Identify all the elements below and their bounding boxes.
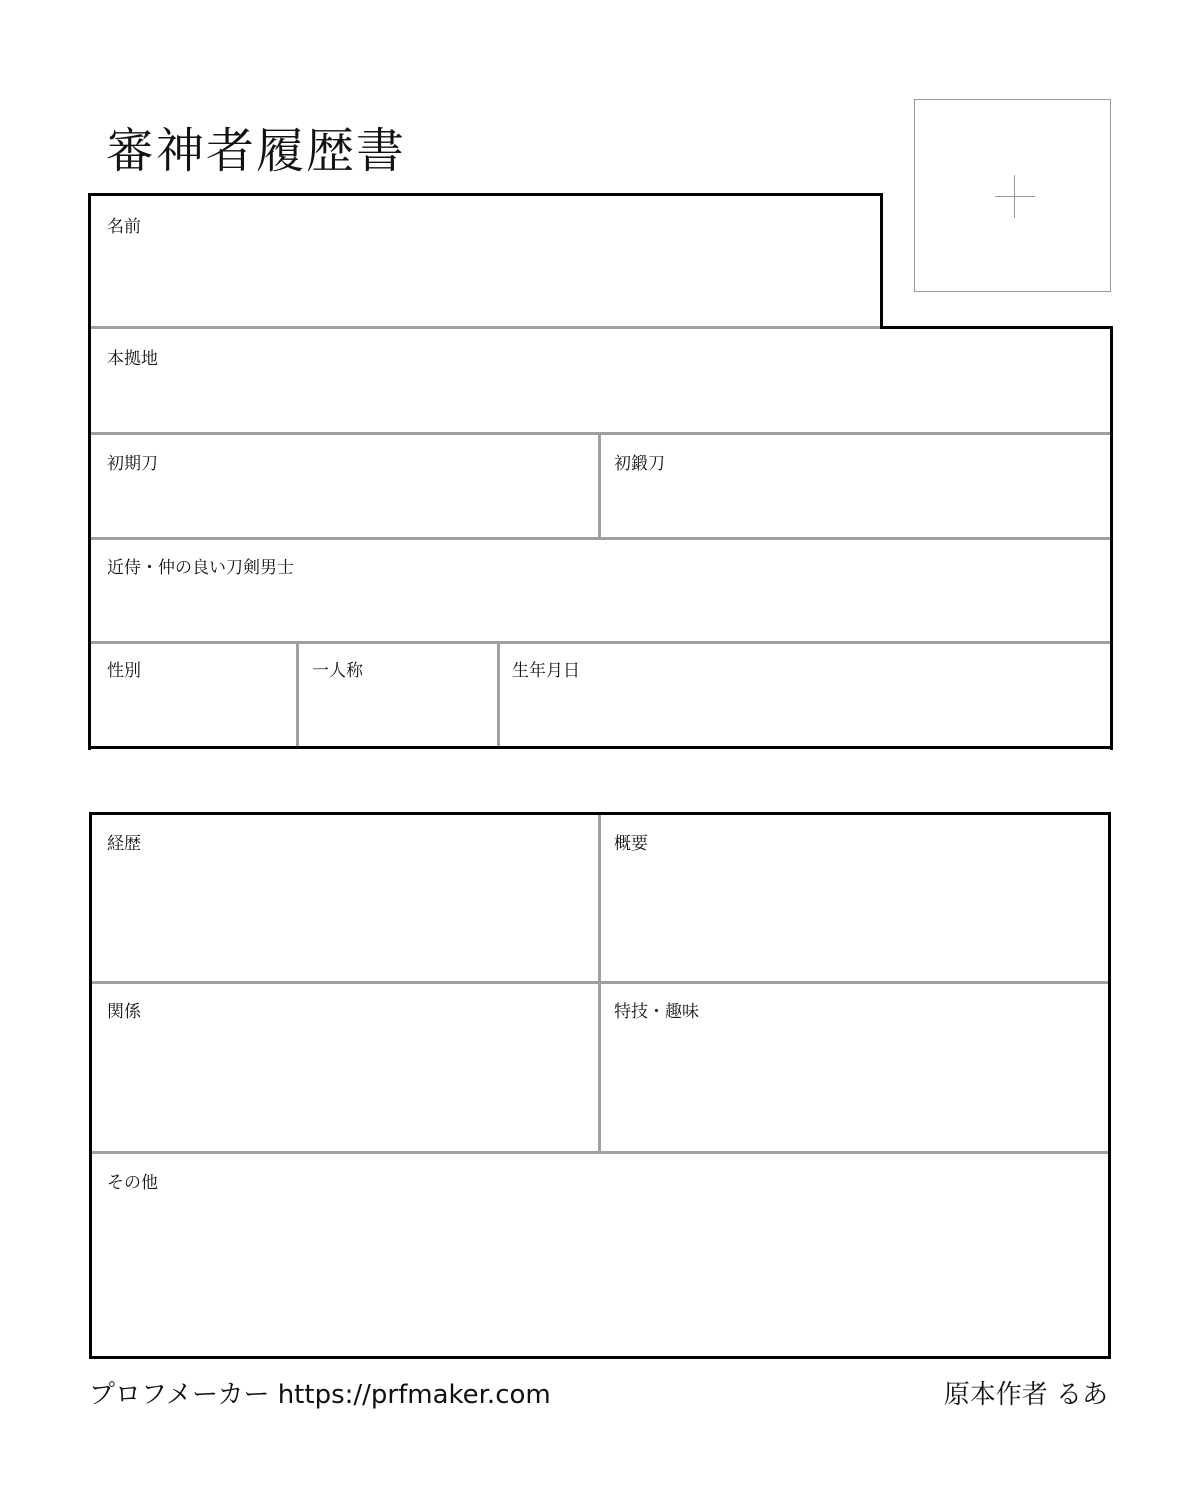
name-field[interactable]	[91, 196, 880, 326]
first-sword-label: 初期刀	[107, 454, 158, 474]
footer-credit-link[interactable]: プロフメーカー https://prfmaker.com	[89, 1380, 551, 1410]
close-swords-label: 近侍・仲の良い刀剣男士	[107, 558, 294, 578]
close-swords-field[interactable]	[91, 540, 1110, 641]
history-label: 経歴	[107, 834, 141, 854]
other-label: その他	[107, 1173, 158, 1193]
relations-field[interactable]	[92, 984, 598, 1151]
first-sword-field[interactable]	[91, 435, 598, 537]
skills-field[interactable]	[601, 984, 1108, 1151]
name-label: 名前	[107, 217, 141, 237]
pronoun-label: 一人称	[312, 661, 363, 681]
footer-author: 原本作者 るあ	[943, 1380, 1108, 1410]
gender-label: 性別	[107, 661, 141, 681]
history-field[interactable]	[92, 815, 598, 981]
gender-field[interactable]	[91, 644, 296, 746]
base-field[interactable]	[91, 329, 1110, 432]
birthday-field[interactable]	[500, 644, 1110, 746]
base-label: 本拠地	[107, 349, 158, 369]
skills-label: 特技・趣味	[614, 1002, 699, 1022]
pronoun-field[interactable]	[299, 644, 497, 746]
page-title: 審神者履歴書	[106, 123, 407, 179]
first-forged-field[interactable]	[601, 435, 1110, 537]
relations-label: 関係	[107, 1002, 141, 1022]
summary-label: 概要	[614, 834, 648, 854]
birthday-label: 生年月日	[512, 661, 580, 681]
first-forged-label: 初鍛刀	[614, 454, 665, 474]
other-field[interactable]	[92, 1154, 1108, 1356]
photo-upload-box[interactable]	[914, 99, 1111, 292]
summary-field[interactable]	[601, 815, 1108, 981]
